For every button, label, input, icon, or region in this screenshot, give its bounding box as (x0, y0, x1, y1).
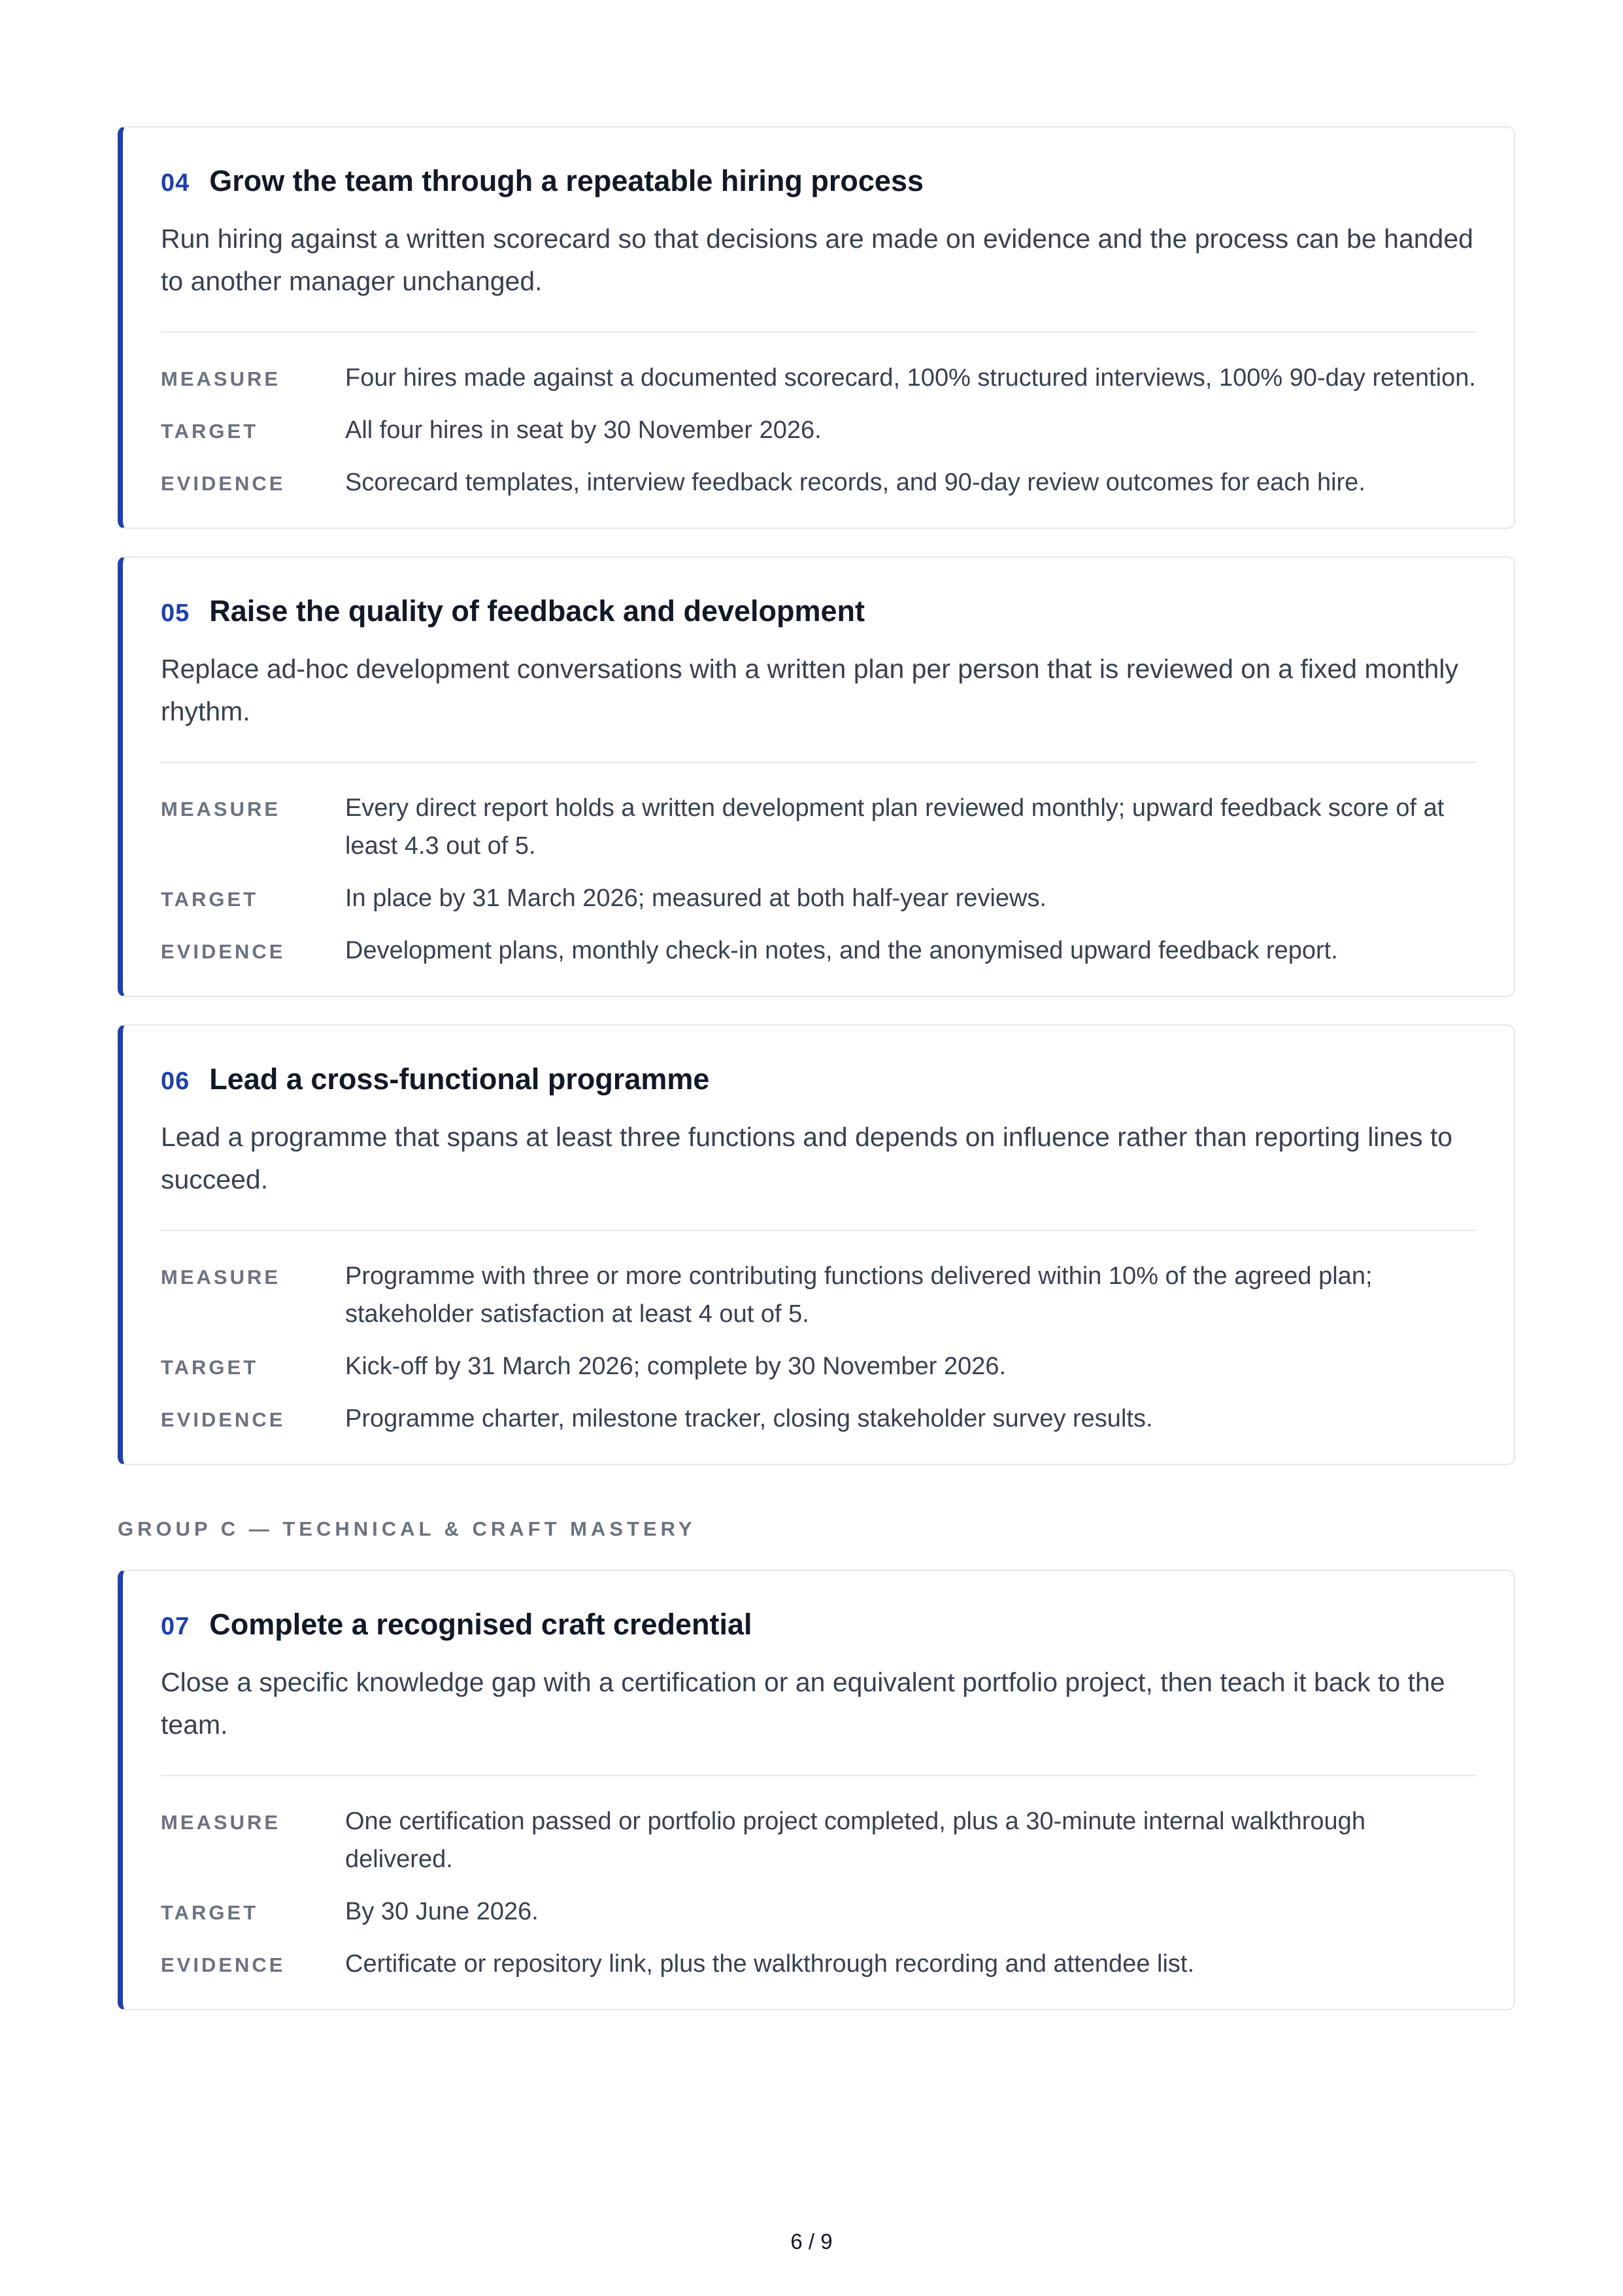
evidence-label: EVIDENCE (161, 472, 286, 495)
target-value: In place by 31 March 2026; measured at both half-year reviews. (345, 885, 1047, 912)
measure-row (161, 1802, 1476, 1878)
evidence-label: EVIDENCE (161, 940, 286, 963)
evidence-value: Programme charter, milestone tracker, closing stakeholder survey results. (345, 1405, 1153, 1432)
measure-label: MEASURE (161, 1811, 281, 1834)
divider (161, 1775, 1476, 1776)
measure-label: MEASURE (161, 1266, 281, 1289)
goal-heading (161, 164, 1476, 198)
evidence-row (161, 1945, 1476, 1983)
target-value: By 30 June 2026. (345, 1898, 539, 1925)
divider (161, 762, 1476, 763)
goal-card (118, 556, 1515, 997)
goal-number: 07 (161, 1613, 190, 1640)
target-row (161, 1893, 1476, 1931)
goal-description: Replace ad-hoc development conversations with a written plan per person that is reviewed on a fixed monthly rhythm. (161, 654, 1459, 726)
measure-label: MEASURE (161, 798, 281, 820)
goal-title: Complete a recognised craft credential (209, 1608, 752, 1641)
group-heading: GROUP C — TECHNICAL & CRAFT MASTERY (118, 1517, 696, 1540)
target-label: TARGET (161, 888, 259, 911)
goal-title: Lead a cross-functional programme (209, 1062, 710, 1096)
target-row (161, 879, 1476, 917)
goal-description: Lead a programme that spans at least three functions and depends on influence rather than reporting lines to succeed. (161, 1122, 1453, 1194)
target-label: TARGET (161, 1356, 259, 1379)
evidence-row (161, 1400, 1476, 1438)
goal-card (118, 1570, 1515, 2010)
goal-card (118, 1024, 1515, 1465)
measure-row (161, 1257, 1476, 1333)
target-value: Kick-off by 31 March 2026; complete by 30 November 2026. (345, 1353, 1007, 1380)
evidence-row (161, 464, 1476, 501)
goals-page-content (118, 126, 1515, 2038)
measure-value: Programme with three or more contributing functions delivered within 10% of the agreed plan; stakeholder satisfaction at least 4 out of 5. (345, 1262, 1373, 1328)
goal-title: Grow the team through a repeatable hiring process (209, 164, 924, 197)
evidence-label: EVIDENCE (161, 1953, 286, 1976)
goal-number: 05 (161, 599, 190, 627)
goal-description: Run hiring against a written scorecard so that decisions are made on evidence and the process can be handed to another manager unchanged. (161, 224, 1473, 296)
evidence-row (161, 932, 1476, 970)
evidence-value: Scorecard templates, interview feedback records, and 90-day review outcomes for each hire. (345, 469, 1365, 496)
evidence-value: Certificate or repository link, plus the walkthrough recording and attendee list. (345, 1950, 1195, 1978)
measure-row (161, 789, 1476, 865)
target-value: All four hires in seat by 30 November 2026. (345, 416, 822, 444)
measure-value: Every direct report holds a written development plan reviewed monthly; upward feedback score of at least 4.3 out of 5. (345, 794, 1445, 860)
measure-value: Four hires made against a documented scorecard, 100% structured interviews, 100% 90-day retention. (345, 364, 1476, 392)
target-row (161, 411, 1476, 449)
evidence-label: EVIDENCE (161, 1408, 286, 1431)
divider (161, 331, 1476, 333)
measure-value: One certification passed or portfolio project completed, plus a 30-minute internal walkthrough delivered. (345, 1808, 1365, 1873)
target-label: TARGET (161, 420, 259, 443)
goal-card (118, 126, 1515, 529)
goal-heading (161, 1062, 1476, 1096)
divider (161, 1230, 1476, 1231)
goal-heading (161, 1608, 1476, 1642)
target-row (161, 1347, 1476, 1385)
measure-row (161, 359, 1476, 397)
target-label: TARGET (161, 1901, 259, 1924)
goal-number: 06 (161, 1068, 190, 1095)
goal-title: Raise the quality of feedback and development (209, 594, 865, 628)
page-number: 6 / 9 (790, 2229, 833, 2254)
measure-label: MEASURE (161, 367, 281, 390)
goal-number: 04 (161, 169, 190, 197)
evidence-value: Development plans, monthly check-in notes, and the anonymised upward feedback report. (345, 937, 1338, 964)
goal-heading (161, 594, 1476, 628)
goal-description: Close a specific knowledge gap with a certification or an equivalent portfolio project, then teach it back to the team. (161, 1667, 1445, 1740)
